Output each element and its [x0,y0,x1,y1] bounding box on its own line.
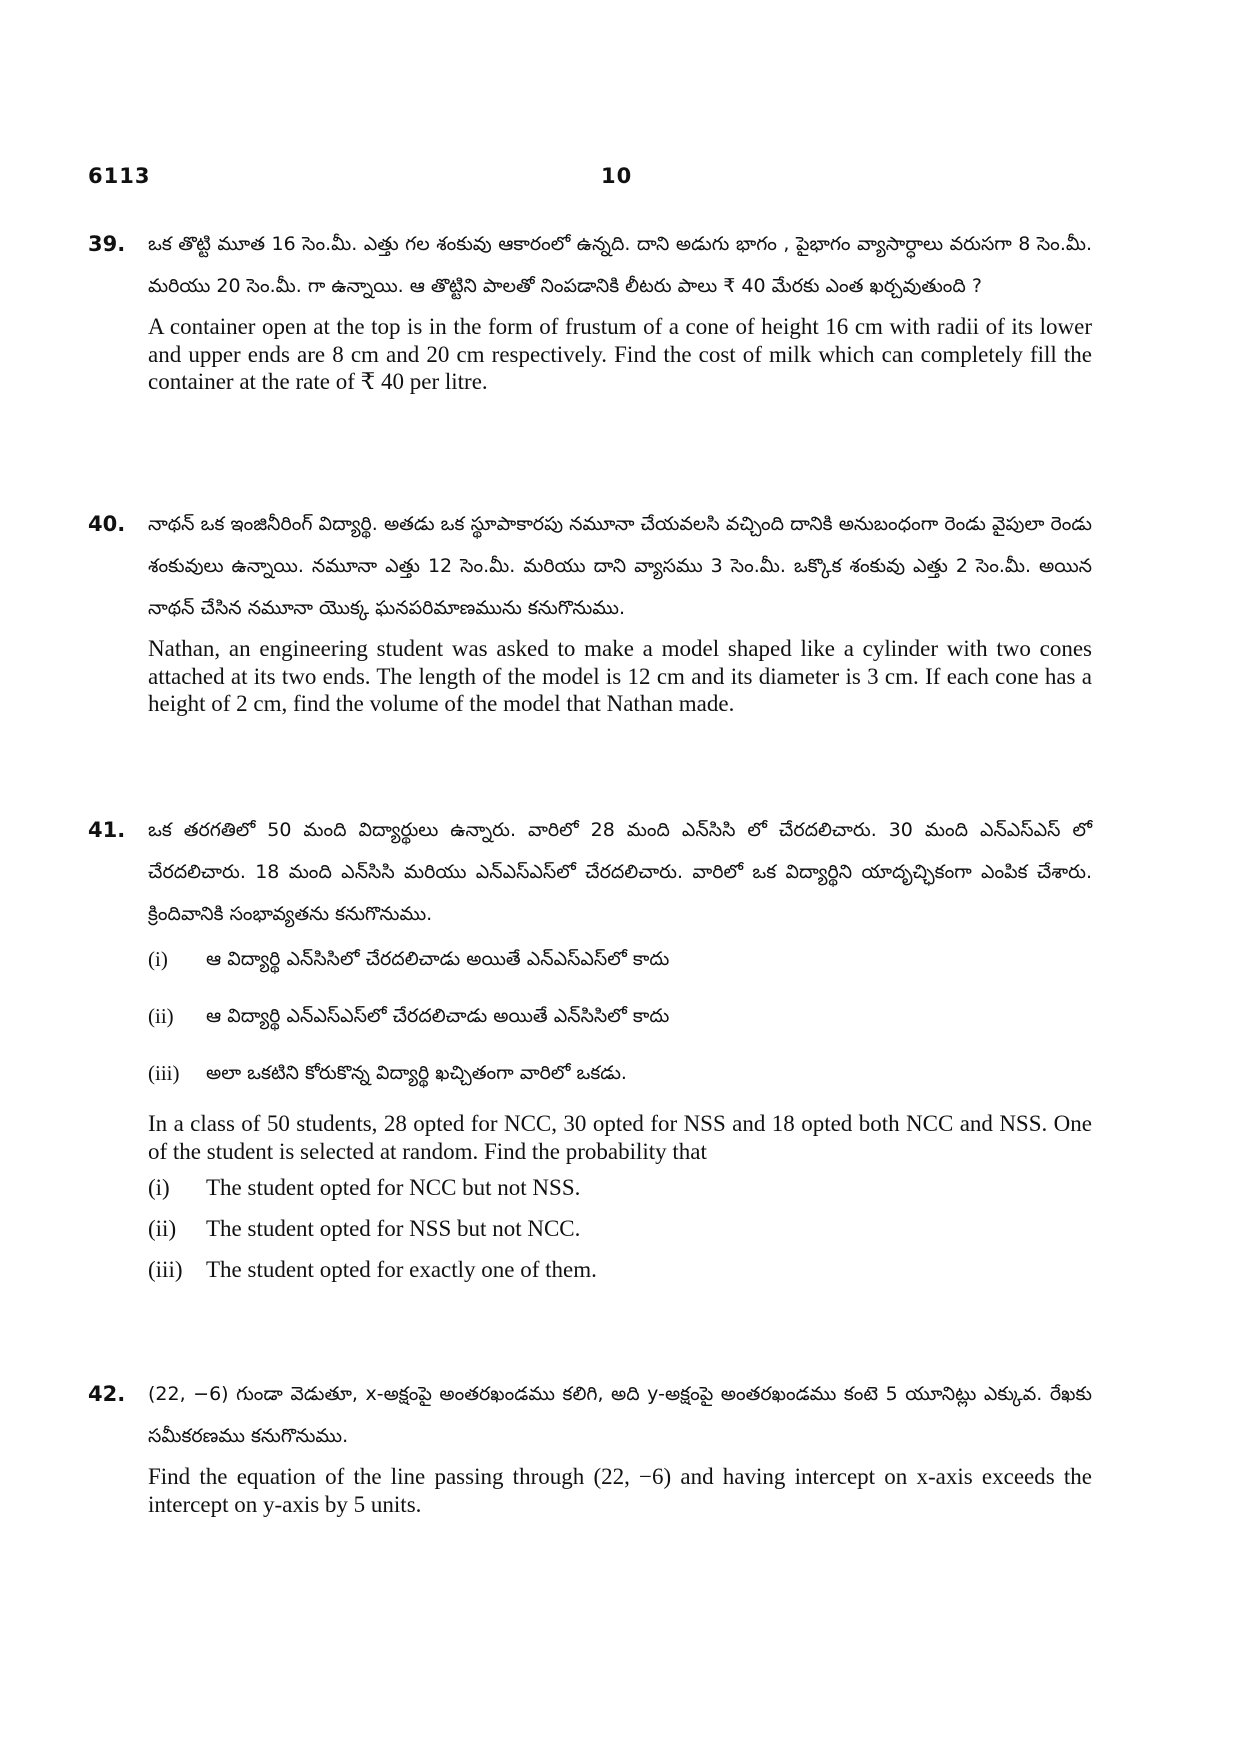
question-text-telugu: ఒక తొట్టి మూత 16 సెం.మీ. ఎత్తు గల శంకువు ఆకారంలో ఉన్నది. దాని అడుగు భాగం , పైభాగం వ్యాసార్ధాలు వరుసగా 8 సెం.మీ. మరియు 20 సెం.మీ. గా ఉన్నాయి. ఆ తొట్టిని పాలతో నింపడానికి లీటరు పాలు ₹ 40 మేరకు ఎంత ఖర్చవుతుంది ? [148,233,1092,297]
subpart-text: ఆ విద్యార్థి ఎన్‌సిసిలో చేరదలిచాడు అయితే ఎన్ఎస్ఎస్‌లో కాదు [206,948,670,970]
telugu-subparts [148,939,1092,1110]
question-number: 39. [88,232,126,256]
list-item [148,996,1092,1053]
list-item [148,1255,1092,1296]
page-header [88,164,1088,200]
subpart-text: The student opted for exactly one of them. [206,1257,597,1282]
question-number: 40. [88,512,126,536]
subpart-label: (ii) [148,1216,177,1241]
question-text-telugu: ఒక తరగతిలో 50 మంది విద్యార్థులు ఉన్నారు. వారిలో 28 మంది ఎన్‌సిసి లో చేరదలిచారు. 30 మంది ఎన్ఎస్ఎస్ లో చేరదలిచారు. 18 మంది ఎన్‌సిసి మరియు ఎన్ఎస్ఎస్‌లో చేరదలిచారు. వారిలో ఒక విద్యార్థిని యాదృచ్ఛికంగా ఎంపిక చేశారు. క్రిందివానికి సంభావ్యతను కనుగొనుము. [148,819,1092,925]
subpart-text: అలా ఒకటిని కోరుకొన్న విద్యార్థి ఖచ్చితంగా వారిలో ఒకడు. [206,1062,627,1084]
subpart-label: (iii) [148,1061,180,1085]
english-subparts [148,1173,1092,1296]
subpart-label: (ii) [148,1004,174,1028]
subpart-text: ఆ విద్యార్థి ఎన్ఎస్ఎస్‌లో చేరదలిచాడు అయితే ఎన్‌సిసిలో కాదు [206,1005,670,1027]
page-number: 10 [601,164,633,188]
question-text-english: Find the equation of the line passing through (22, −6) and having intercept on x-axis exceeds the intercept on y-axis by 5 units. [148,1464,1092,1517]
paper-code: 6113 [88,164,151,188]
list-item [148,939,1092,996]
list-item [148,1173,1092,1214]
subpart-text: The student opted for NCC but not NSS. [206,1175,581,1200]
question-number: 42. [88,1382,126,1406]
question-text-english: Nathan, an engineering student was asked to make a model shaped like a cylinder with two cones attached at its two ends. The length of the model is 12 cm and its diameter is 3 cm. If each cone has a height of 2 cm, find the volume of the model that Nathan made. [148,636,1092,716]
question-body [148,1382,1092,1518]
subpart-label: (i) [148,1175,170,1200]
question-body [148,512,1092,718]
question-body [148,818,1092,1296]
list-item [148,1053,1092,1110]
subpart-label: (i) [148,947,168,971]
list-item [148,1214,1092,1255]
question-body [148,232,1092,396]
question-text-telugu: (22, −6) గుండా వెడుతూ, x-అక్షంపై అంతరఖండము కలిగి, అది y-అక్షంపై అంతరఖండము కంటె 5 యూనిట్లు ఎక్కువ. రేఖకు సమీకరణము కనుగొనుము. [148,1383,1092,1447]
question-number: 41. [88,818,126,842]
question-text-english: In a class of 50 students, 28 opted for NCC, 30 opted for NSS and 18 opted both NCC and NSS. One of the student is selected at random. Find the probability that [148,1111,1092,1164]
question-text-english: A container open at the top is in the form of frustum of a cone of height 16 cm with radii of its lower and upper ends are 8 cm and 20 cm respectively. Find the cost of milk which can completely fill the container at the rate of ₹ 40 per litre. [148,314,1092,394]
subpart-text: The student opted for NSS but not NCC. [206,1216,581,1241]
question-text-telugu: నాథన్ ఒక ఇంజినీరింగ్ విద్యార్థి. అతడు ఒక స్థూపాకారపు నమూనా చేయవలసి వచ్చింది దానికి అనుబంధంగా రెండు వైపులా రెండు శంకువులు ఉన్నాయి. నమూనా ఎత్తు 12 సెం.మీ. మరియు దాని వ్యాసము 3 సెం.మీ. ఒక్కొక శంకువు ఎత్తు 2 సెం.మీ. అయిన నాథన్ చేసిన నమూనా యొక్క ఘనపరిమాణమును కనుగొనుము. [148,513,1092,619]
subpart-label: (iii) [148,1257,183,1282]
